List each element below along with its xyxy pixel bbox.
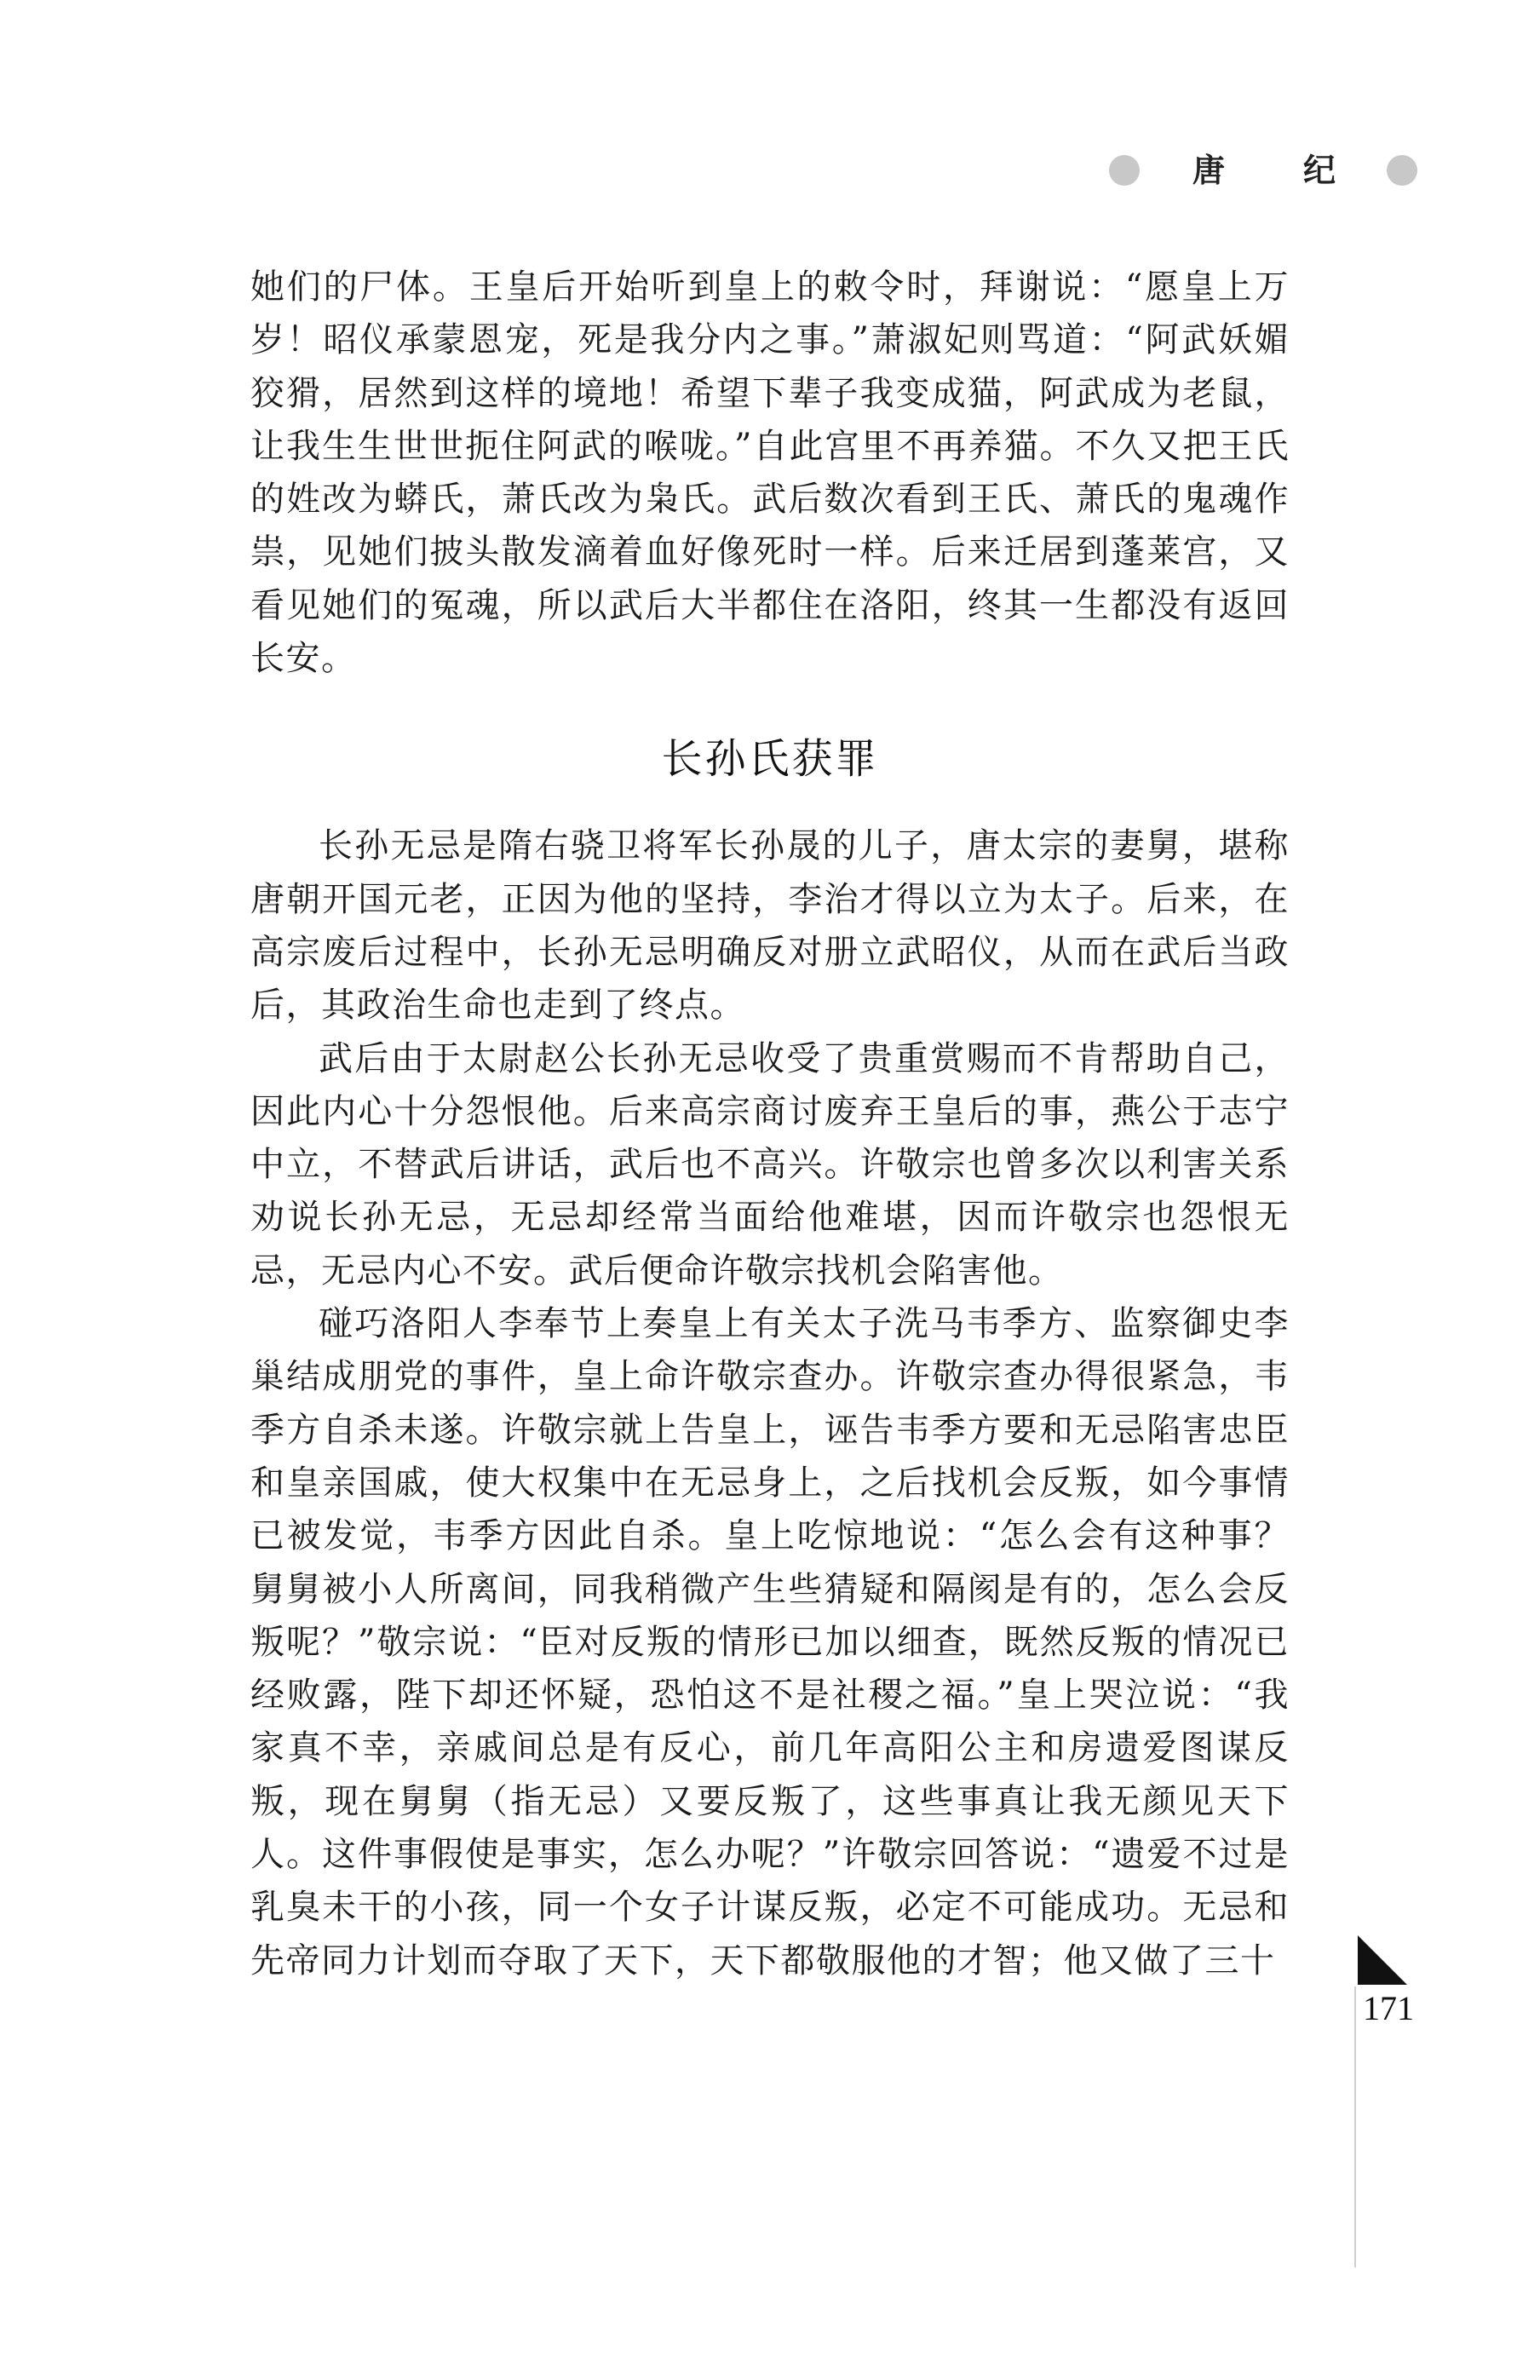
paragraph-1: 长孙无忌是隋右骁卫将军长孙晟的儿子，唐太宗的妻舅，堪称唐朝开国元老，正因为他的坚持，李治才得以立为太子。后来，在高宗废后过程中，长孙无忌明确反对册立武昭仪，从而在武后当政后，其政治生命也走到了终点。 xyxy=(250,826,1290,1026)
margin-rule xyxy=(1354,1986,1356,2268)
header-dot-right-icon xyxy=(1387,155,1417,186)
header-char-ji: 纪 xyxy=(1303,152,1336,189)
running-header xyxy=(1107,150,1431,198)
page-number: 171 xyxy=(1363,1989,1414,2027)
paragraph-2: 武后由于太尉赵公长孙无忌收受了贵重赏赐而不肯帮助自己，因此内心十分怨恨他。后来高宗商讨废弃王皇后的事，燕公于志宁中立，不替武后讲话，武后也不高兴。许敬宗也曾多次以利害关系劝说长孙无忌，无忌却经常当面给他难堪，因而许敬宗也怨恨无忌，无忌内心不安。武后便命许敬宗找机会陷害他。 xyxy=(250,1038,1290,1291)
section-title: 长孙氏获罪 xyxy=(661,735,879,784)
header-dot-left-icon xyxy=(1109,155,1140,186)
header-char-tang: 唐 xyxy=(1192,152,1226,189)
page-corner-triangle-icon xyxy=(1358,1935,1409,1986)
paragraph-continued: 她们的尸体。王皇后开始听到皇上的敕令时，拜谢说：“愿皇上万岁！昭仪承蒙恩宠，死是我分内之事。”萧淑妃则骂道：“阿武妖媚狡猾，居然到这样的境地！希望下辈子我变成猫，阿武成为老鼠，让我生生世世扼住阿武的喉咙。”自此宫里不再养猫。不久又把王氏的姓改为蟒氏，萧氏改为枭氏。武后数次看到王氏、萧氏的鬼魂作祟，见她们披头散发滴着血好像死时一样。后来迁居到蓬莱宫，又看见她们的冤魂，所以武后大半都住在洛阳，终其一生都没有返回长安。 xyxy=(250,267,1290,679)
page-body xyxy=(250,261,1290,1987)
paragraph-3: 碰巧洛阳人李奉节上奏皇上有关太子洗马韦季方、监察御史李巢结成朋党的事件，皇上命许敬宗查办。许敬宗查办得很紧急，韦季方自杀未遂。许敬宗就上告皇上，诬告韦季方要和无忌陷害忠臣和皇亲国戚，使大权集中在无忌身上，之后找机会反叛，如今事情已被发觉，韦季方因此自杀。皇上吃惊地说：“怎么会有这种事？舅舅被小人所离间，同我稍微产生些猜疑和隔阂是有的，怎么会反叛呢？”敬宗说：“臣对反叛的情形已加以细查，既然反叛的情况已经败露，陛下却还怀疑，恐怕这不是社稷之福。”皇上哭泣说：“我家真不幸，亲戚间总是有反心，前几年高阳公主和房遗爱图谋反叛，现在舅舅（指无忌）又要反叛了，这些事真让我无颜见天下人。这件事假使是事实，怎么办呢？”许敬宗回答说：“遗爱不过是乳臭未干的小孩，同一个女子计谋反叛，必定不可能成功。无忌和先帝同力计划而夺取了天下，天下都敬服他的才智；他又做了三十 xyxy=(250,1304,1290,1980)
